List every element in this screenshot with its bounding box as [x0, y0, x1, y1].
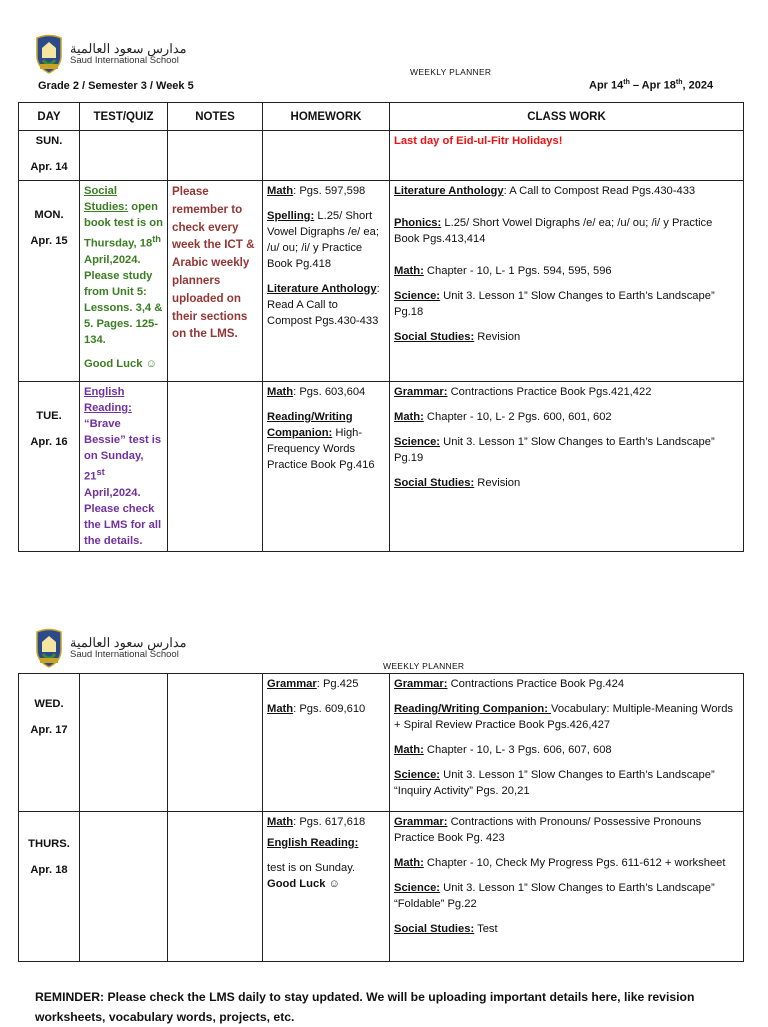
- notes-cell-sun: [168, 131, 263, 181]
- table-row-thursday: [19, 812, 744, 962]
- day-cell-wed: WED. Apr. 17: [19, 674, 80, 812]
- table-row-sunday: [19, 131, 744, 181]
- holiday-note: Last day of Eid-ul-Fitr Holidays!: [394, 135, 563, 147]
- notes-cell-wed: [168, 674, 263, 812]
- cw-cell-mon: Literature Anthology: A Call to Compost Read Pgs.430-433 Phonics: L.25/ Short Vowel Digraphs /e/ ea; /u/ ou; /i/ y Practice Book Pgs.413,414 Math: Chapter - 10, L- 1 Pgs. 594, 595, 596 Science: Unit 3. Lesson 1” Slow Changes to Earth’s Landscape” Pg.18 Social Studies: Revision: [390, 181, 744, 382]
- cw-cell-sun: [390, 131, 744, 181]
- school-name-arabic: مدارس سعود العالمية: [70, 635, 187, 651]
- day-cell-thu: THURS. Apr. 18: [19, 812, 80, 962]
- hw-cell-sun: [263, 131, 390, 181]
- hw-cell-wed: Grammar: Pg.425 Math: Pgs. 609,610: [263, 674, 390, 812]
- col-header-day: DAY: [19, 103, 80, 131]
- hw-cell-thu: Math: Pgs. 617,618 English Reading: test is on Sunday. Good Luck ☺: [263, 812, 390, 962]
- grade-line: Grade 2 / Semester 3 / Week 5: [38, 80, 194, 92]
- planner-table-week-part2: [18, 673, 744, 962]
- lms-planner-note: Please remember to check every week the ICT & Arabic weekly planners uploaded on their sections on the LMS.: [172, 185, 255, 341]
- table-row-tuesday: [19, 382, 744, 552]
- test-cell-tue: English Reading: “Brave Bessie” test is on Sunday, 21st April,2024. Please check the LMS for all the details.: [80, 382, 168, 552]
- test-cell-mon: Social Studies: open book test is on Thursday, 18th April,2024. Please study from Unit 5: Lessons. 3,4 & 5. Pages. 125-134. Good Luck ☺: [80, 181, 168, 382]
- school-crest-icon: [34, 628, 64, 668]
- school-name-arabic: مدارس سعود العالمية: [70, 41, 187, 57]
- school-crest-icon: [34, 34, 64, 74]
- table-row-wednesday: [19, 674, 744, 812]
- col-header-test-quiz: TEST/QUIZ: [80, 103, 168, 131]
- day-cell-sun: SUN. Apr. 14: [19, 131, 80, 181]
- hw-cell-tue: Math: Pgs. 603,604 Reading/Writing Companion: High-Frequency Words Practice Book Pg.416: [263, 382, 390, 552]
- planner-title: WEEKLY PLANNER: [410, 67, 492, 77]
- col-header-class-work: CLASS WORK: [390, 103, 744, 131]
- test-cell-wed: [80, 674, 168, 812]
- date-range: Apr 14th – Apr 18th, 2024: [589, 79, 714, 92]
- school-logo-page2: [34, 628, 187, 668]
- day-cell-tue: TUE. Apr. 16: [19, 382, 80, 552]
- day-cell-mon: MON. Apr. 15: [19, 181, 80, 382]
- test-cell-thu: [80, 812, 168, 962]
- test-cell-sun: [80, 131, 168, 181]
- reminder-text: REMINDER: Please check the LMS daily to stay updated. We will be uploading important details here, like revision worksheets, vocabulary words, projects, etc.: [35, 990, 695, 1024]
- notes-cell-thu: [168, 812, 263, 962]
- planner-table-week-part1: [18, 102, 744, 552]
- notes-cell-tue: [168, 382, 263, 552]
- col-header-homework: HOMEWORK: [263, 103, 390, 131]
- table-row-monday: [19, 181, 744, 382]
- school-logo: [34, 34, 187, 74]
- cw-cell-thu: Grammar: Contractions with Pronouns/ Possessive Pronouns Practice Book Pg. 423 Math: Chapter - 10, Check My Progress Pgs. 611-612 + worksheet Science: Unit 3. Lesson 1” Slow Changes to Earth’s Landscape” “Foldable” Pg.22 Social Studies: Test: [390, 812, 744, 962]
- planner-title-page2: WEEKLY PLANNER: [383, 661, 465, 671]
- cw-cell-tue: Grammar: Contractions Practice Book Pgs.421,422 Math: Chapter - 10, L- 2 Pgs. 600, 601, 602 Science: Unit 3. Lesson 1” Slow Changes to Earth’s Landscape” Pg.19 Social Studies: Revision: [390, 382, 744, 552]
- col-header-notes: NOTES: [168, 103, 263, 131]
- notes-cell-mon: [168, 181, 263, 382]
- hw-cell-mon: Math: Pgs. 597,598 Spelling: L.25/ Short Vowel Digraphs /e/ ea; /u/ ou; /i/ y Practice Book Pg.418 Literature Anthology: Read A Call to Compost Pgs.430-433: [263, 181, 390, 382]
- cw-cell-wed: Grammar: Contractions Practice Book Pg.424 Reading/Writing Companion: Vocabulary: Multiple-Meaning Words + Spiral Review Practice Book Pgs.426,427 Math: Chapter - 10, L- 3 Pgs. 606, 607, 608 Science: Unit 3. Lesson 1” Slow Changes to Earth’s Landscape” “Inquiry Activity” Pgs. 20,21: [390, 674, 744, 812]
- school-name-english: Saud International School: [70, 648, 179, 660]
- good-luck-thu: Good Luck ☺: [267, 878, 340, 890]
- good-luck-mon: Good Luck ☺: [84, 357, 157, 370]
- school-name-english: Saud International School: [70, 54, 179, 66]
